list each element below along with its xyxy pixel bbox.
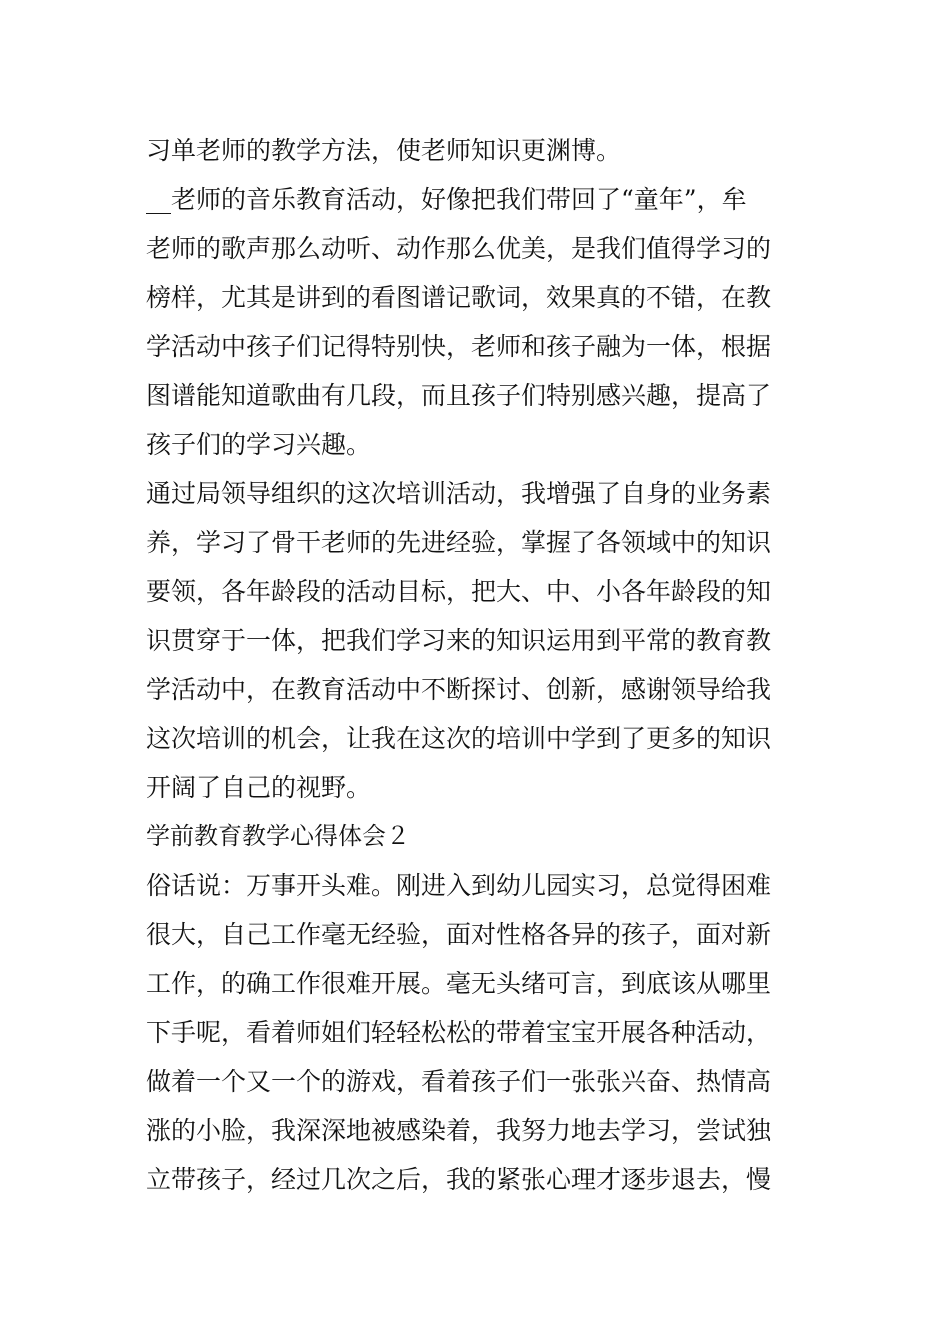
text-line: 榜样，尤其是讲到的看图谱记歌词，效果真的不错，在教 <box>146 283 772 312</box>
document-body <box>146 126 810 1204</box>
text-line: 识贯穿于一体，把我们学习来的知识运用到平常的教育教 <box>146 626 772 655</box>
text-line: 养，学习了骨干老师的先进经验，掌握了各领域中的知识 <box>146 528 772 557</box>
text-line: 要领，各年龄段的活动目标，把大、中、小各年龄段的知 <box>146 577 772 606</box>
text-line: 工作，的确工作很难开展。毫无头绪可言，到底该从哪里 <box>146 969 772 998</box>
text-line: 习单老师的教学方法，使老师知识更渊博。 <box>146 136 622 165</box>
text-line: 开阔了自己的视野。 <box>146 773 372 802</box>
text-line: 通过局领导组织的这次培训活动，我增强了自身的业务素 <box>146 479 772 508</box>
text-line: 老师的歌声那么动听、动作那么优美，是我们值得学习的 <box>146 234 772 263</box>
text-line: __老师的音乐教育活动，好像把我们带回了“童年”，牟 <box>146 185 747 214</box>
text-line: 图谱能知道歌曲有几段，而且孩子们特别感兴趣，提高了 <box>146 381 772 410</box>
text-line: 学活动中，在教育活动中不断探讨、创新，感谢领导给我 <box>146 675 772 704</box>
text-line: 很大，自己工作毫无经验，面对性格各异的孩子，面对新 <box>146 920 772 949</box>
text-line: 涨的小脸，我深深地被感染着，我努力地去学习，尝试独 <box>146 1116 772 1145</box>
text-line: 做着一个又一个的游戏，看着孩子们一张张兴奋、热情高 <box>146 1067 772 1096</box>
section-heading: 学前教育教学心得体会２ <box>146 822 410 850</box>
text-line: 学活动中孩子们记得特别快，老师和孩子融为一体，根据 <box>146 332 772 361</box>
text-line: 立带孩子，经过几次之后，我的紧张心理才逐步退去，慢 <box>146 1165 772 1194</box>
text-line: 下手呢，看着师姐们轻轻松松的带着宝宝开展各种活动， <box>146 1018 772 1047</box>
text-line: 俗话说：万事开头难。刚进入到幼儿园实习，总觉得困难 <box>146 871 772 900</box>
text-line: 这次培训的机会，让我在这次的培训中学到了更多的知识 <box>146 724 772 753</box>
text-line: 孩子们的学习兴趣。 <box>146 430 372 459</box>
